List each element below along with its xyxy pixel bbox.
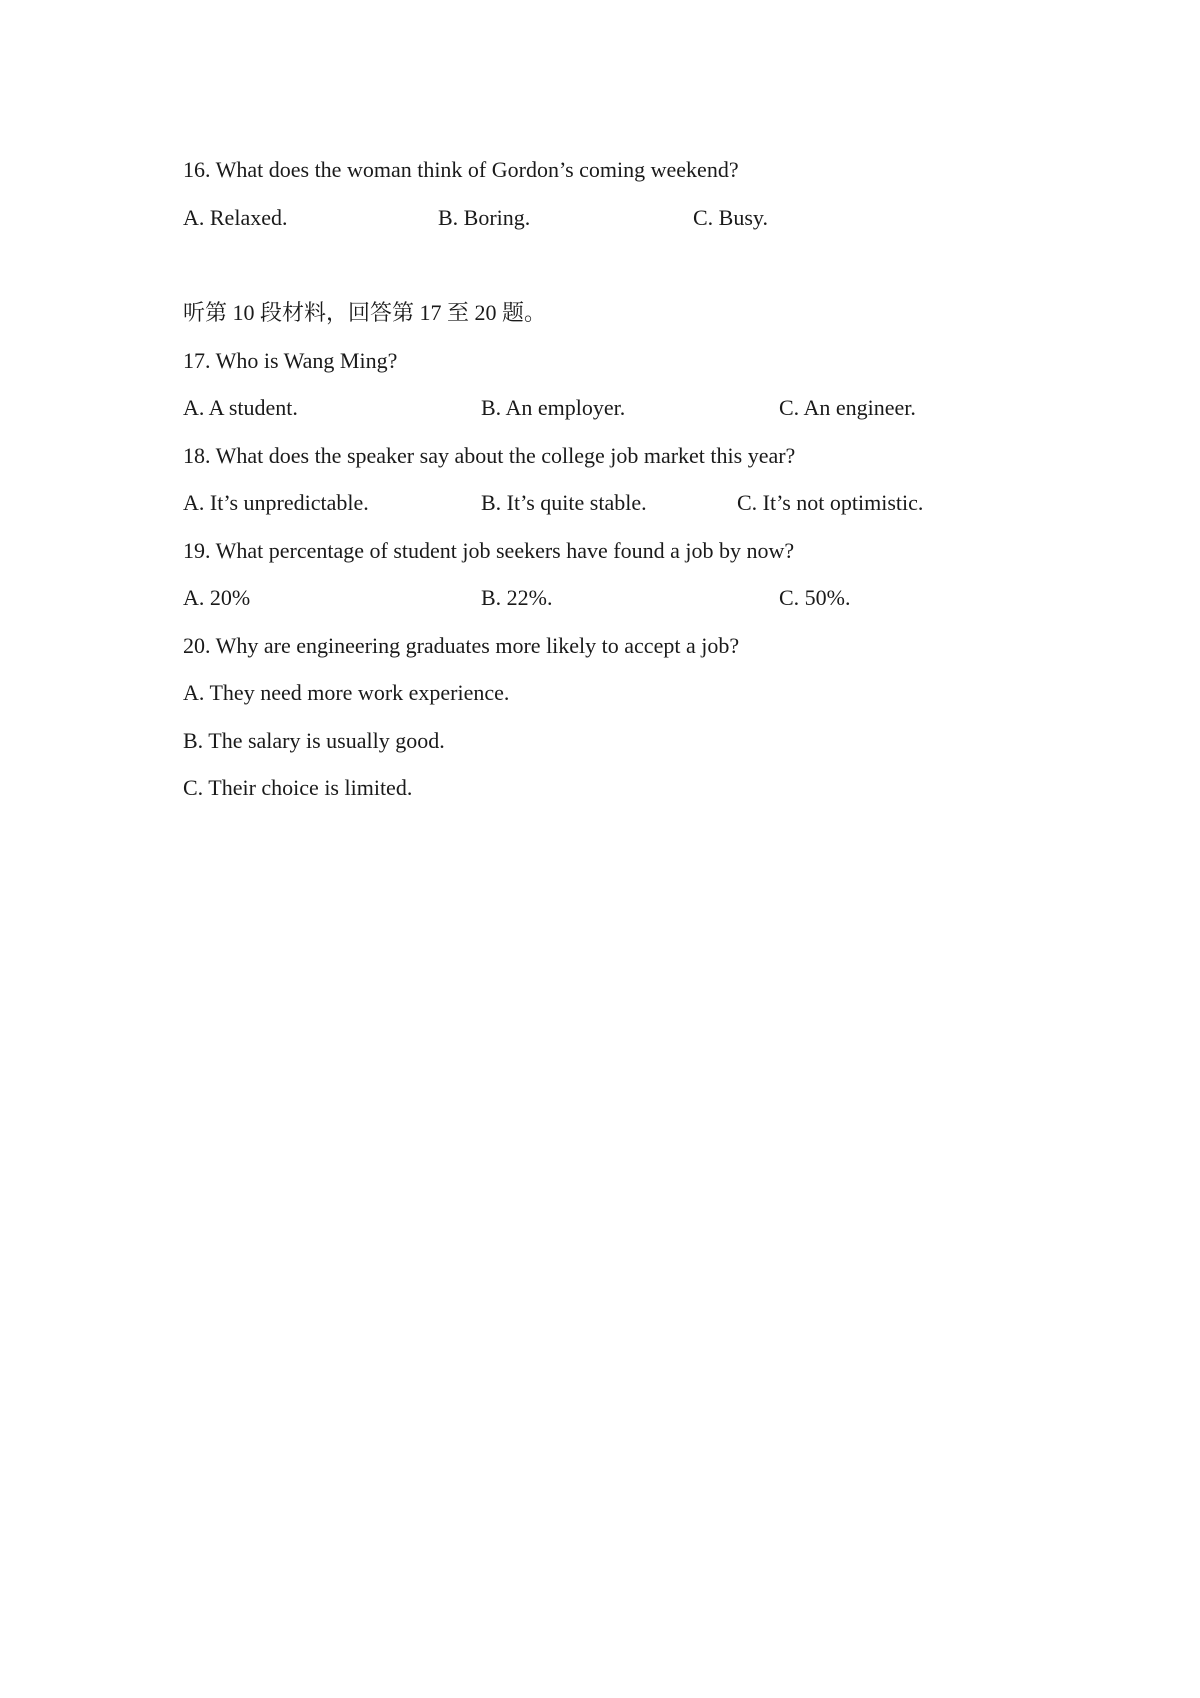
q16-option-c: C. Busy. <box>693 205 768 230</box>
q18-option-a: A. It’s unpredictable. <box>183 490 369 515</box>
q16-option-b: B. Boring. <box>438 205 531 230</box>
section-10-instruction: 听第 10 段材料，回答第 17 至 20 题。 <box>183 300 547 325</box>
q18-option-b: B. It’s quite stable. <box>481 490 647 515</box>
question-20: 20. Why are engineering graduates more likely to accept a job? <box>183 633 740 658</box>
q17-option-a: A. A student. <box>183 395 298 420</box>
q20-option-c: C. Their choice is limited. <box>183 775 413 800</box>
q16-option-a: A. Relaxed. <box>183 205 288 230</box>
q18-option-c: C. It’s not optimistic. <box>737 490 924 515</box>
question-19: 19. What percentage of student job seekers have found a job by now? <box>183 538 795 563</box>
q20-option-a: A. They need more work experience. <box>183 680 510 705</box>
question-18: 18. What does the speaker say about the college job market this year? <box>183 443 796 468</box>
q20-option-b: B. The salary is usually good. <box>183 728 445 753</box>
q19-option-a: A. 20% <box>183 585 251 610</box>
q19-option-b: B. 22%. <box>481 585 553 610</box>
question-17: 17. Who is Wang Ming? <box>183 348 398 373</box>
q19-option-c: C. 50%. <box>779 585 851 610</box>
q17-option-c: C. An engineer. <box>779 395 916 420</box>
question-16: 16. What does the woman think of Gordon’s coming weekend? <box>183 157 739 182</box>
q17-option-b: B. An employer. <box>481 395 626 420</box>
